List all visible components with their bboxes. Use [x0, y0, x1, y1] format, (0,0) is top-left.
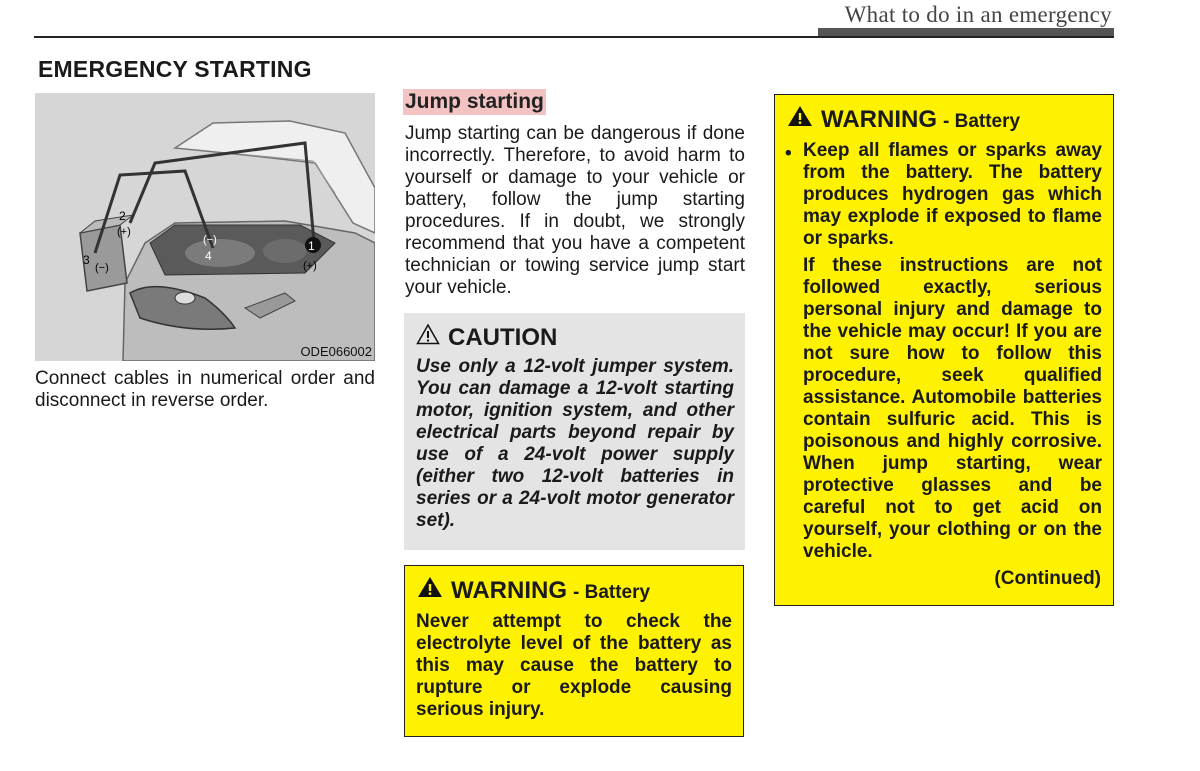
warning-triangle-icon: [417, 576, 443, 605]
jump-starting-heading: Jump starting: [405, 90, 544, 113]
figure-caption: Connect cables in numerical order and disconnect in reverse order.: [35, 368, 375, 411]
fig-label-3: 3: [83, 253, 90, 267]
jump-start-illustration: [35, 93, 375, 361]
jump-starting-body: Jump starting can be dangerous if done incorrectly. Therefore, to avoid harm to yourself or damage to your vehicle or battery, follow the jump starting procedures. If in doubt, we strongly recommend that you have a competent technician or towing service jump start your vehicle.: [405, 123, 745, 298]
caution-text: Use only a 12-volt jumper system. You can damage a 12-volt starting motor, ignition system, and other electrical parts beyond repair by use of a 24-volt power supply (either two 12-volt batteries in series or a 24-volt motor generator set).: [416, 356, 734, 531]
fig-label-3-sign: (−): [95, 262, 109, 274]
warning-box-flames: [774, 94, 1114, 606]
warning-paragraph-2: If these instructions are not followed exactly, serious personal injury and damage to the vehicle may occur! If you are not sure how to follow this procedure, seek qualified assistance. Automobile batteries contain sulfuric acid. This is poisonous and highly corrosive. When jump starting, wear protective glasses and be careful not to get acid on yourself, your clothing or on the vehicle.: [803, 255, 1102, 562]
warning-triangle-icon: [787, 105, 813, 134]
warning-title: WARNING: [821, 105, 937, 133]
fig-label-1-sign: (+): [303, 260, 317, 272]
caution-box: [404, 313, 745, 550]
bullet-mark: •: [785, 143, 792, 164]
fig-label-4: 4: [205, 249, 212, 263]
jump-starting-section: [405, 89, 745, 299]
caution-triangle-icon: [416, 323, 440, 352]
figure-code: ODE066002: [300, 344, 372, 359]
warning-paragraph-1: Keep all flames or sparks away from the battery. The battery produces hydrogen gas which may explode if exposed to flame or sparks.: [803, 140, 1102, 249]
fig-label-2-sign: (+): [117, 226, 131, 238]
header-rule: [34, 36, 1114, 38]
warning-title: WARNING: [451, 576, 567, 604]
continued-label: (Continued): [994, 568, 1101, 589]
warning-text: Never attempt to check the electrolyte level of the battery as this may cause the battery to rupture or explode causing serious injury.: [416, 611, 732, 720]
warning-suffix: - Battery: [943, 110, 1021, 132]
fig-label-4-sign: (−): [203, 234, 217, 246]
fig-label-2: 2: [119, 209, 126, 223]
page-title: EMERGENCY STARTING: [38, 56, 312, 82]
warning-box-electrolyte: [404, 565, 744, 737]
warning-suffix: - Battery: [573, 581, 651, 603]
caution-title: CAUTION: [448, 323, 558, 351]
section-header: What to do in an emergency: [844, 2, 1112, 27]
fig-label-1: 1: [308, 239, 315, 253]
